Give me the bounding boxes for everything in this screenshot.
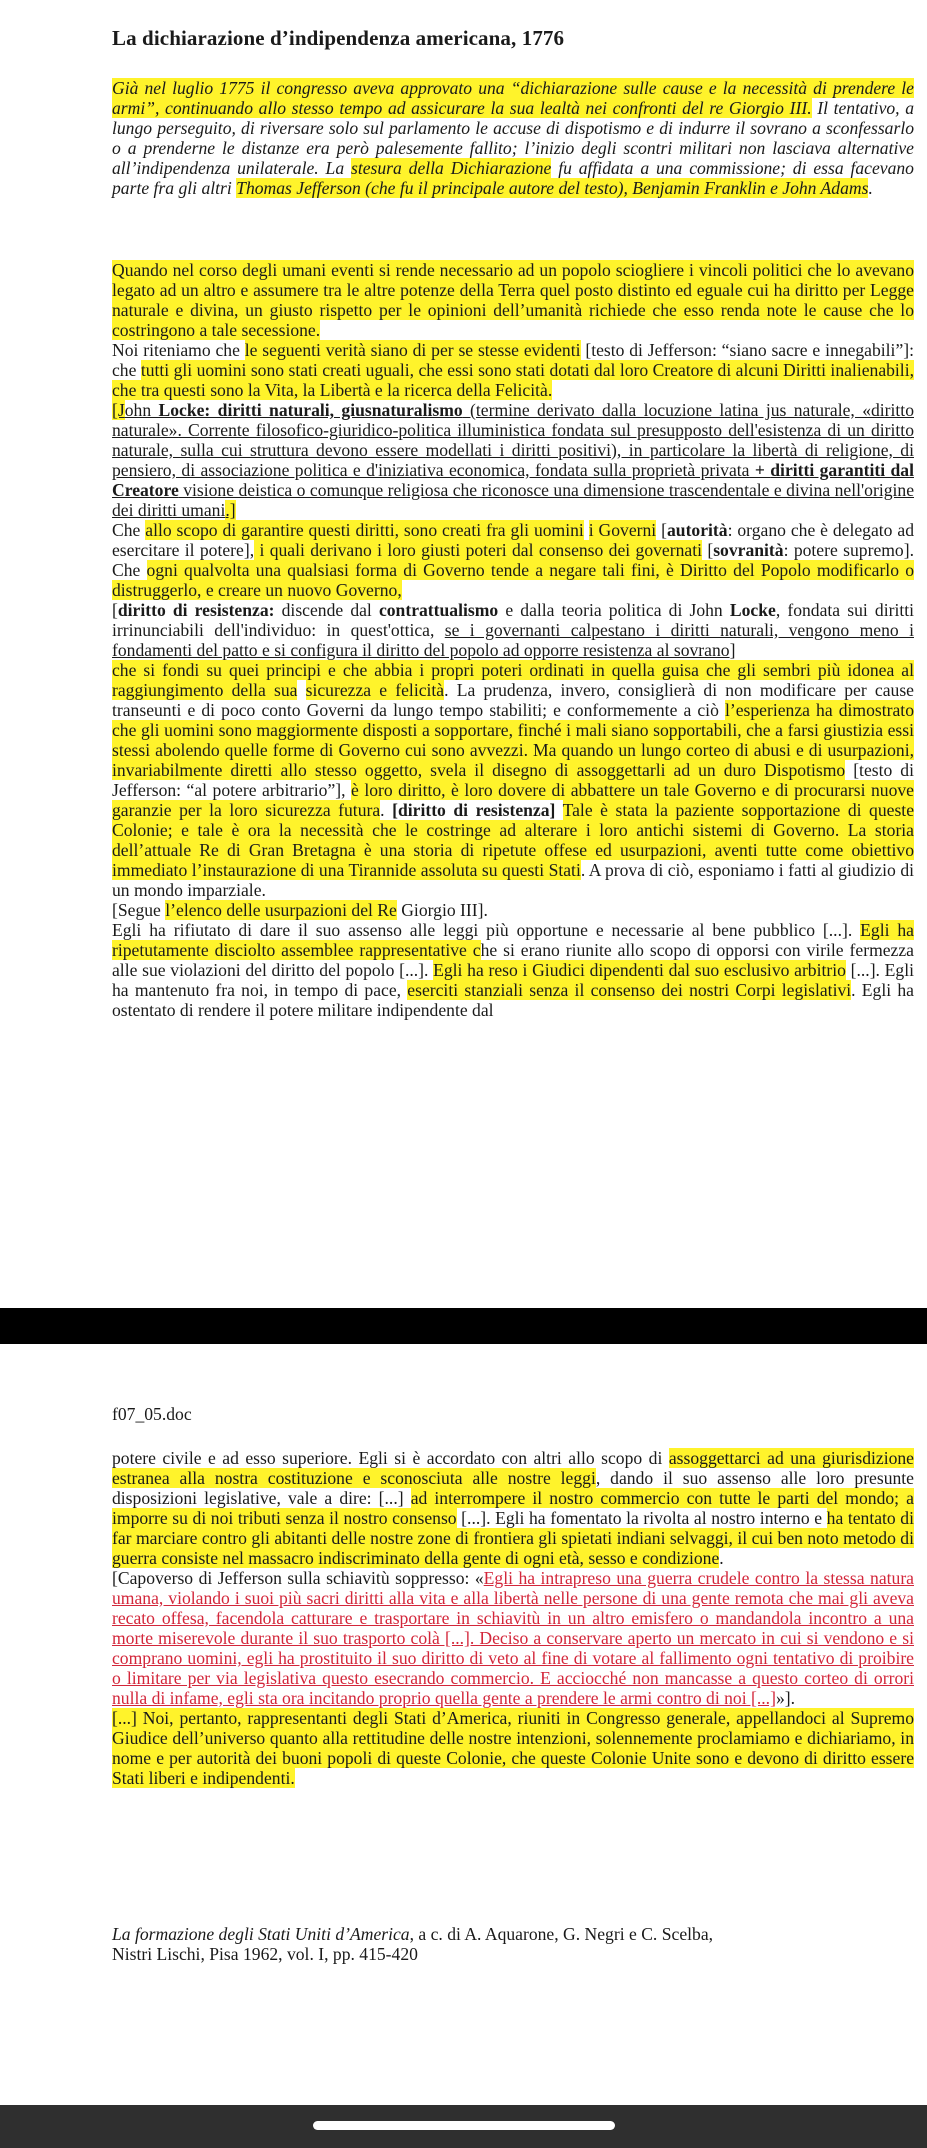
highlight: Thomas Jefferson (che fu il principale autore del testo), Benjamin Franklin e John Adams	[236, 178, 869, 198]
highlight: Quando nel corso degli umani eventi si rende necessario ad un popolo sciogliere i vincoli politici che lo avevano legato ad un altro e assumere tra le altre potenze della Terra quel posto distinto ed eguale cui ha diritto per Legge naturale e divina, un giusto rispetto per le opinioni dell’umanità richiede che esso renda note le cause che lo costringono a tale secessione.	[112, 260, 914, 340]
highlight: ogni qualvolta una qualsiasi forma di Governo tende a negare tali fini, è Diritto del Popolo modificarlo o distruggerlo, e creare un nuovo Governo,	[112, 560, 914, 600]
highlight: i quali derivano i loro giusti poteri dal consenso dei governati	[254, 540, 702, 560]
home-indicator[interactable]	[313, 2121, 615, 2130]
highlight: i Governi	[588, 520, 657, 540]
paragraph-preamble	[112, 260, 914, 340]
file-name: f07_05.doc	[112, 1404, 192, 1424]
highlight: .]	[225, 500, 236, 520]
highlight: l’esperienza ha dimostrato che gli uomini sono maggiormente disposti a sopportare, finché i mali siano sopportabili, che a farsi giustizia essi stessi abolendo quelle forme di Governo cui sono avvezzi. Ma quando un lungo corteo di abusi e di usurpazioni, invariabilmente diretti allo stesso oggetto, svela il disegno di assoggettarli ad un duro Dispotismo	[112, 700, 914, 780]
highlight: assoggettarci ad una giurisdizione estranea alla nostra costituzione e sconosciuta alle nostre leggi	[112, 1448, 914, 1488]
paragraph-locke-note: [John Locke: diritti naturali, giusnaturalismo (termine derivato dalla locuzione latina jus naturale, «diritto naturale». Corrente filosofico-giuridico-politica illuministica fondata sul presupposto dell'esistenza di un diritto naturale, sulla cui struttura devono essere modellati i diritti positivi), in particolare la libertà di religione, di pensiero, di associazione politica e d'iniziativa economica, fondata sulla proprietà privata + diritti garantiti dal Creatore visione deistica o comunque religiosa che riconosce una dimensione trascendentale e divina nell'origine dei diritti umani.]	[112, 400, 914, 520]
highlight: stesura della Dichiarazione	[350, 158, 552, 178]
source-citation: La formazione degli Stati Uniti d’America, a c. di A. Aquarone, G. Negri e C. Scelba, Nistri Lischi, Pisa 1962, vol. I, pp. 415-420	[112, 1924, 714, 1964]
highlight: Già nel luglio 1775 il congresso aveva approvato una “dichiarazione sulle cause e la necessità di prendere le armi”, continuando allo stesso tempo ad assicurare la sua lealtà nei confronti del re Giorgio III.	[112, 78, 914, 118]
paragraph-slavery-note: [Capoverso di Jefferson sulla schiavitù soppresso: «Egli ha intrapreso una guerra crudele contro la stessa natura umana, violando i suoi più sacri diritti alla vita e alla libertà nelle persone di una gente remota che mai gli aveva recato offesa, facendola catturare e trasportare in schiavitù in un altro emisfero o mandandola incontro a una morte miserevole durante il suo trasporto colà [...]. Deciso a conservare aperto un mercato in cui si vendono e si comprano uomini, egli ha prostituito il suo diritto di veto al fine di votare al fallimento ogni tentativo di proibire o limitare per via legislativa questo esecrando commercio. E acciocché non mancasse a questo corteo di orrori nulla di infame, egli sta ora incitando proprio quella gente a prendere le armi contro di noi [...]»].	[112, 1568, 914, 1708]
declaration-text-continued	[112, 1448, 914, 1788]
highlight: [J	[112, 400, 125, 420]
paragraph-conclusion	[112, 1708, 914, 1788]
highlight: tutti gli uomini sono stati creati uguali, che essi sono stati dotati dal loro Creatore di alcuni Diritti inalienabili, che tra questi sono la Vita, la Libertà e la ricerca della Felicità.	[112, 360, 914, 400]
paragraph-prudence: che si fondi su quei principi e che abbia i propri poteri ordinati in quella guisa che gli sembri più idonea al raggiungimento della sua sicurezza e felicità. La prudenza, invero, consiglierà di non modificare per cause transeunti e di poco conto Governi da lungo tempo stabiliti; e conformemente a ciò l’esperienza ha dimostrato che gli uomini sono maggiormente disposti a sopportare, finché i mali siano sopportabili, che a farsi giustizia essi stessi abolendo quelle forme di Governo cui sono avvezzi. Ma quando un lungo corteo di abusi e di usurpazioni, invariabilmente diretti allo stesso oggetto, svela il disegno di assoggettarli ad un duro Dispotismo [testo di Jefferson: “al potere arbitrario”], è loro diritto, è loro dovere di abbattere un tale Governo e di procurarsi nuove garanzie per la loro sicurezza futura. [diritto di resistenza] Tale è stata la paziente sopportazione di queste Colonie; e tale è ora la necessità che le costringe ad alterare i loro antichi sistemi di Governo. La storia dell’attuale Re di Gran Bretagna è una storia di ripetute offese ed usurpazioni, aventi tutte come obiettivo immediato l’instaurazione di una Tirannide assoluta su questi Stati. A prova di ciò, esponiamo i fatti al giudizio di un mondo imparziale.	[112, 660, 915, 900]
paragraph-list-intro: [Segue l’elenco delle usurpazioni del Re Giorgio III].	[112, 900, 488, 920]
highlight: allo scopo di garantire questi diritti, sono creati fra gli uomini	[145, 520, 584, 540]
book-title: La formazione degli Stati Uniti d’America	[112, 1924, 410, 1944]
intro-paragraph: Già nel luglio 1775 il congresso aveva approvato una “dichiarazione sulle cause e la necessità di prendere le armi”, continuando allo stesso tempo ad assicurare la sua lealtà nei confronti del re Giorgio III. Il tentativo, a lungo perseguito, di riversare solo sul parlamento le accuse di dispotismo e di indurre il sovrano a sconfessarlo o a prenderne le distanze era però palesemente fallito; l’inizio degli scontri militari non lasciava alternative all’indipendenza unilaterale. La stesura della Dichiarazione fu affidata a una commissione; di essa facevano parte fra gli altri Thomas Jefferson (che fu il principale autore del testo), Benjamin Franklin e John Adams.	[112, 78, 914, 198]
highlight: eserciti stanziali senza il consenso dei nostri Corpi legislativi	[407, 980, 852, 1000]
highlight: Egli ha reso i Giudici dipendenti dal suo esclusivo arbitrio	[433, 960, 846, 980]
declaration-text	[112, 260, 914, 1020]
highlight: che si fondi su quei principi e che abbia i propri poteri ordinati in quella guisa che gli sembri più idonea al raggiungimento della sua	[112, 660, 914, 700]
paragraph-grievances: Egli ha rifiutato di dare il suo assenso alle leggi più opportune e necessarie al bene pubblico [...]. Egli ha ripetutamente disciolto assemblee rappresentative che si erano riunite allo scopo di opporsi con virile fermezza alle sue violazioni del diritto del popolo [...]. Egli ha reso i Giudici dipendenti dal suo esclusivo arbitrio [...]. Egli ha mantenuto fra noi, in tempo di pace, eserciti stanziali senza il consenso dei nostri Corpi legislativi. Egli ha ostentato di rendere il potere militare indipendente dal	[112, 920, 914, 1020]
paragraph-truths: Noi riteniamo che le seguenti verità siano di per se stesse evidenti [testo di Jefferson: “siano sacre e innegabili”]: che tutti gli uomini sono stati creati uguali, che essi sono stati dotati dal loro Creatore di alcuni Diritti inalienabili, che tra questi sono la Vita, la Libertà e la ricerca della Felicità.	[112, 340, 914, 400]
document-page-2	[0, 1344, 927, 2105]
paragraph-governments: Che allo scopo di garantire questi diritti, sono creati fra gli uomini i Governi [autorità: organo che è delegato ad esercitare il potere], i quali derivano i loro giusti poteri dal consenso dei governati [sovranità: potere supremo]. Che ogni qualvolta una qualsiasi forma di Governo tende a negare tali fini, è Diritto del Popolo modificarlo o distruggerlo, e creare un nuovo Governo,	[112, 520, 914, 600]
page-title: La dichiarazione d’indipendenza americana, 1776	[112, 26, 565, 50]
paragraph-resistance-note: [diritto di resistenza: discende dal contrattualismo e dalla teoria politica di John Locke, fondata sui diritti irrinunciabili dell'individuo: in quest'ottica, se i governanti calpestano i diritti naturali, vengono meno i fondamenti del patto e si configura il diritto del popolo ad opporre resistenza al sovrano]	[112, 600, 914, 660]
highlight: le seguenti verità siano di per se stesse evidenti	[244, 340, 581, 360]
page-separator	[0, 1308, 927, 1344]
highlight: è loro diritto, è loro dovere di abbattere un tale Governo e di procurarsi nuove garanzie per la loro sicurezza futura	[112, 780, 914, 820]
highlight: Egli ha ripetutamente disciolto assemblee rappresentative c	[112, 920, 914, 960]
highlight: ad interrompere il nostro commercio con tutte le parti del mondo; a imporre su di noi tributi senza il nostro consenso	[112, 1488, 914, 1528]
highlight: Tale è stata la paziente sopportazione di queste Colonie; e tale è ora la necessità che le costringe ad alterare i loro antichi sistemi di Governo. La storia dell’attuale Re di Gran Bretagna è una storia di ripetute offese ed usurpazioni, aventi tutte come obiettivo immediato l’instaurazione di una Tirannide assoluta su questi Stati	[112, 800, 915, 880]
highlight: [...] Noi, pertanto, rappresentanti degli Stati d’America, riuniti in Congresso generale, appellandoci al Supremo Giudice dell’universo quanto alla rettitudine delle nostre intenzioni, solennemente proclamiamo e dichiariamo, in nome e per autorità dei buoni popoli di queste Colonie, che queste Colonie Unite sono e devono di diritto essere Stati liberi e indipendenti.	[112, 1708, 914, 1788]
highlight: ha tentato di far marciare contro gli abitanti delle nostre zone di frontiera gli spietati indiani selvaggi, il cui ben noto metodo di guerra consiste nel massacro indiscriminato della gente di ogni età, sesso e condizione	[112, 1508, 914, 1568]
highlight: l’elenco delle usurpazioni del Re	[165, 900, 397, 920]
paragraph-grievances-continued: potere civile e ad esso superiore. Egli si è accordato con altri allo scopo di assoggettarci ad una giurisdizione estranea alla nostra costituzione e sconosciuta alle nostre leggi, dando il suo assenso alle loro presunte disposizioni legislative, vale a dire: [...] ad interrompere il nostro commercio con tutte le parti del mondo; a imporre su di noi tributi senza il nostro consenso [...]. Egli ha fomentato la rivolta al nostro interno e ha tentato di far marciare contro gli abitanti delle nostre zone di frontiera gli spietati indiani selvaggi, il cui ben noto metodo di guerra consiste nel massacro indiscriminato della gente di ogni età, sesso e condizione.	[112, 1448, 914, 1568]
suppressed-passage: Egli ha intrapreso una guerra crudele contro la stessa natura umana, violando i suoi più sacri diritti alla vita e alla libertà nelle persone di una gente remota che mai gli aveva recato offesa, facendola catturare e trasportare in schiavitù in un altro emisfero o mandandola incontro a una morte miserevole durante il suo trasporto colà [...]. Deciso a conservare aperto un mercato in cui si vendono e si comprano uomini, egli ha prostituito il suo diritto di veto al fine di votare al fallimento ogni tentativo di proibire o limitare per via legislativa questo esecrando commercio. E acciocché non mancasse a questo corteo di orrori nulla di infame, egli sta ora incitando proprio quella gente a prendere le armi contro di noi [...]	[112, 1568, 914, 1708]
highlight: sicurezza e felicità	[305, 680, 445, 700]
